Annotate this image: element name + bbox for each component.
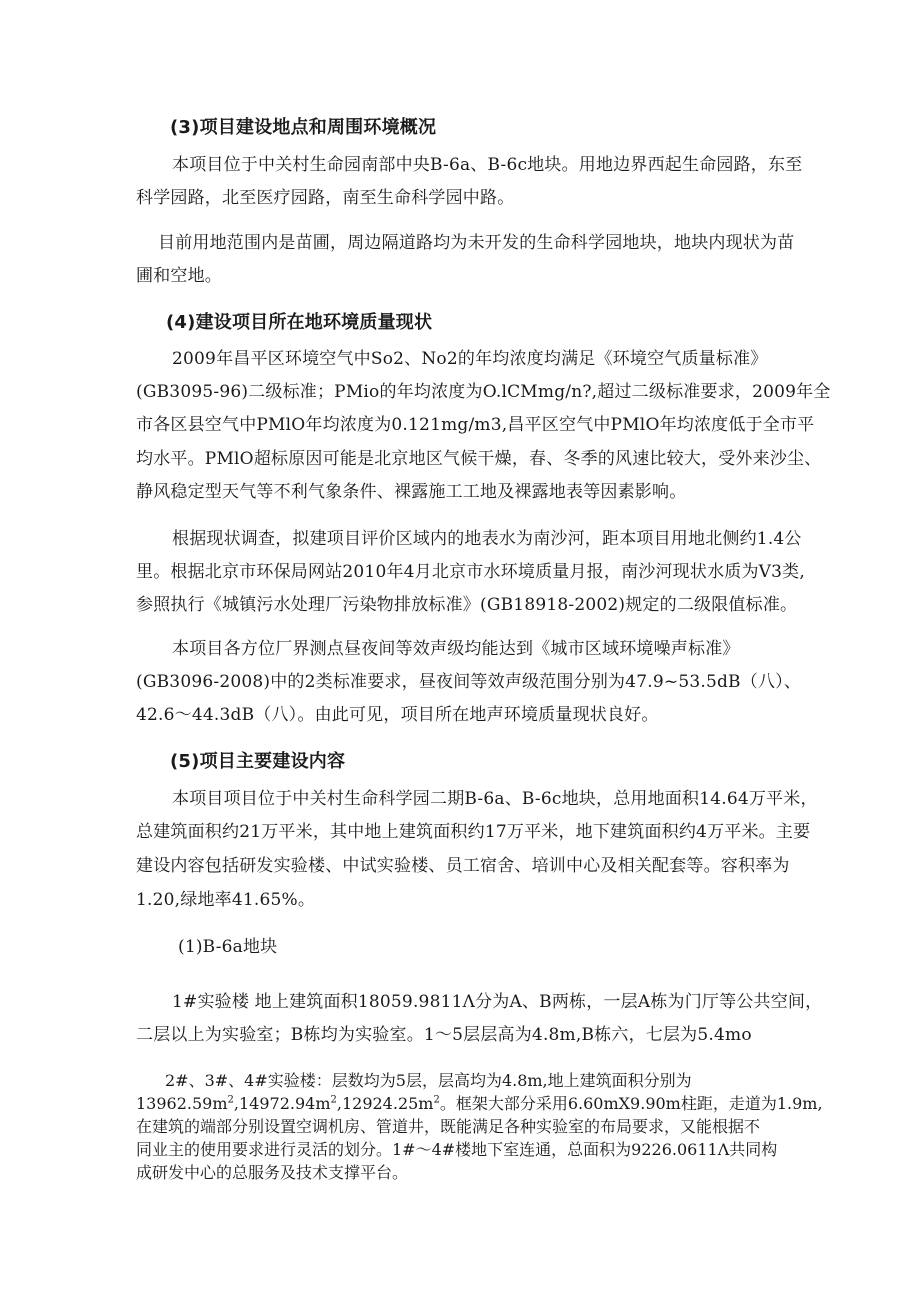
section-5-para-3-line-3: 在建筑的端部分别设置空调机房、管道井，既能满足各种实验室的布局要求，又能根据不 xyxy=(136,1117,761,1136)
section-4-para-1-line-2: (GB3095-96)二级标准；PMio的年均浓度为O.lCMmg/n?,超过二级标准要求，2009年全 xyxy=(136,382,831,402)
section-4-para-2-line-2: 里。根据北京市环保局网站2010年4月北京市水环境质量月报，南沙河现状水质为V3类, xyxy=(136,562,805,582)
section-5-para-1-line-2: 总建筑面积约21万平米，其中地上建筑面积约17万平米，地下建筑面积约4万平米。主要 xyxy=(136,822,811,842)
section-4-para-2-line-3: 参照执行《城镇污水处理厂污染物排放标准》(GB18918-2002)规定的二级限值标准。 xyxy=(136,595,798,615)
section-4-para-2-line-1: 根据现状调查，拟建项目评价区域内的地表水为南沙河，距本项目用地北侧约1.4公 xyxy=(172,529,802,549)
section-3-heading: (3)项目建设地点和周围环境概况 xyxy=(170,117,437,138)
section-4-para-1-line-5: 静风稳定型天气等不利气象条件、裸露施工工地及裸露地表等因素影响。 xyxy=(136,482,687,502)
section-4-para-3-line-1: 本项目各方位厂界测点昼夜间等效声级均能达到《城市区域环境噪声标准》 xyxy=(172,639,740,659)
sub-heading-b6a: (1)B-6a地块 xyxy=(178,937,278,957)
section-4-para-3-line-3: 42.6～44.3dB（八）。由此可见，项目所在地声环境质量现状良好。 xyxy=(136,705,659,725)
section-3-para-1-line-2: 科学园路，北至医疗园路，南至生命科学园中路。 xyxy=(136,188,515,208)
section-5-para-1-line-4: 1.20,绿地率41.65%。 xyxy=(136,890,316,910)
section-5-para-1-line-1: 本项目项目位于中关村生命科学园二期B-6a、B-6c地块，总用地面积14.64万平米， xyxy=(172,789,818,809)
section-5-para-3-line-2: $13962.59m^2,14972.94m^2,12924.25m^2$。框架大部分采用6.60mX9.90m柱距，走道为1.9m, xyxy=(136,1094,823,1113)
section-4-para-3-line-2: (GB3096-2008)中的2类标准要求，昼夜间等效声级范围分别为47.9~53.5dB（八）、 xyxy=(136,672,802,692)
section-5-para-3-line-4: 同业主的使用要求进行灵活的划分。1#～4#楼地下室连通，总面积为9226.0611Λ共同构 xyxy=(136,1140,778,1159)
section-5-para-1-line-3: 建设内容包括研发实验楼、中试实验楼、员工宿舍、培训中心及相关配套等。容积率为 xyxy=(136,856,790,876)
section-4-para-1-line-4: 均水平。PMlO超标原因可能是北京地区气候干燥，春、冬季的风速比较大，受外来沙尘、 xyxy=(136,449,822,469)
section-5-para-3-line-1: 2#、3#、4#实验楼：层数均为5层，层高均为4.8m,地上建筑面积分别为 xyxy=(165,1071,692,1090)
section-5-para-2-line-2: 二层以上为实验室；B栋均为实验室。1～5层层高为4.8m,B栋六，七层为5.4mo xyxy=(136,1025,752,1045)
section-3-para-1-line-1: 本项目位于中关村生命园南部中央B-6a、B-6c地块。用地边界西起生命园路，东至 xyxy=(172,155,803,175)
section-5-para-2-line-1: 1#实验楼 地上建筑面积18059.9811Λ分为A、B两栋，一层A栋为门厅等公共空间， xyxy=(172,992,823,1012)
section-4-para-1-line-1: 2009年昌平区环境空气中So2、No2的年均浓度均满足《环境空气质量标准》 xyxy=(172,349,768,369)
section-4-heading: (4)建设项目所在地环境质量现状 xyxy=(166,312,433,333)
section-4-para-1-line-3: 市各区县空气中PMlO年均浓度为0.121mg/m3,昌平区空气中PMlO年均浓度低于全市平 xyxy=(136,415,815,435)
section-3-para-2-line-2: 圃和空地。 xyxy=(136,266,222,286)
section-5-heading: (5)项目主要建设内容 xyxy=(170,751,346,772)
section-3-para-2-line-1: 目前用地范围内是苗圃，周边隔道路均为未开发的生命科学园地块，地块内现状为苗 xyxy=(158,233,795,253)
section-5-para-3-line-5: 成研发中心的总服务及技术支撑平台。 xyxy=(136,1163,409,1182)
